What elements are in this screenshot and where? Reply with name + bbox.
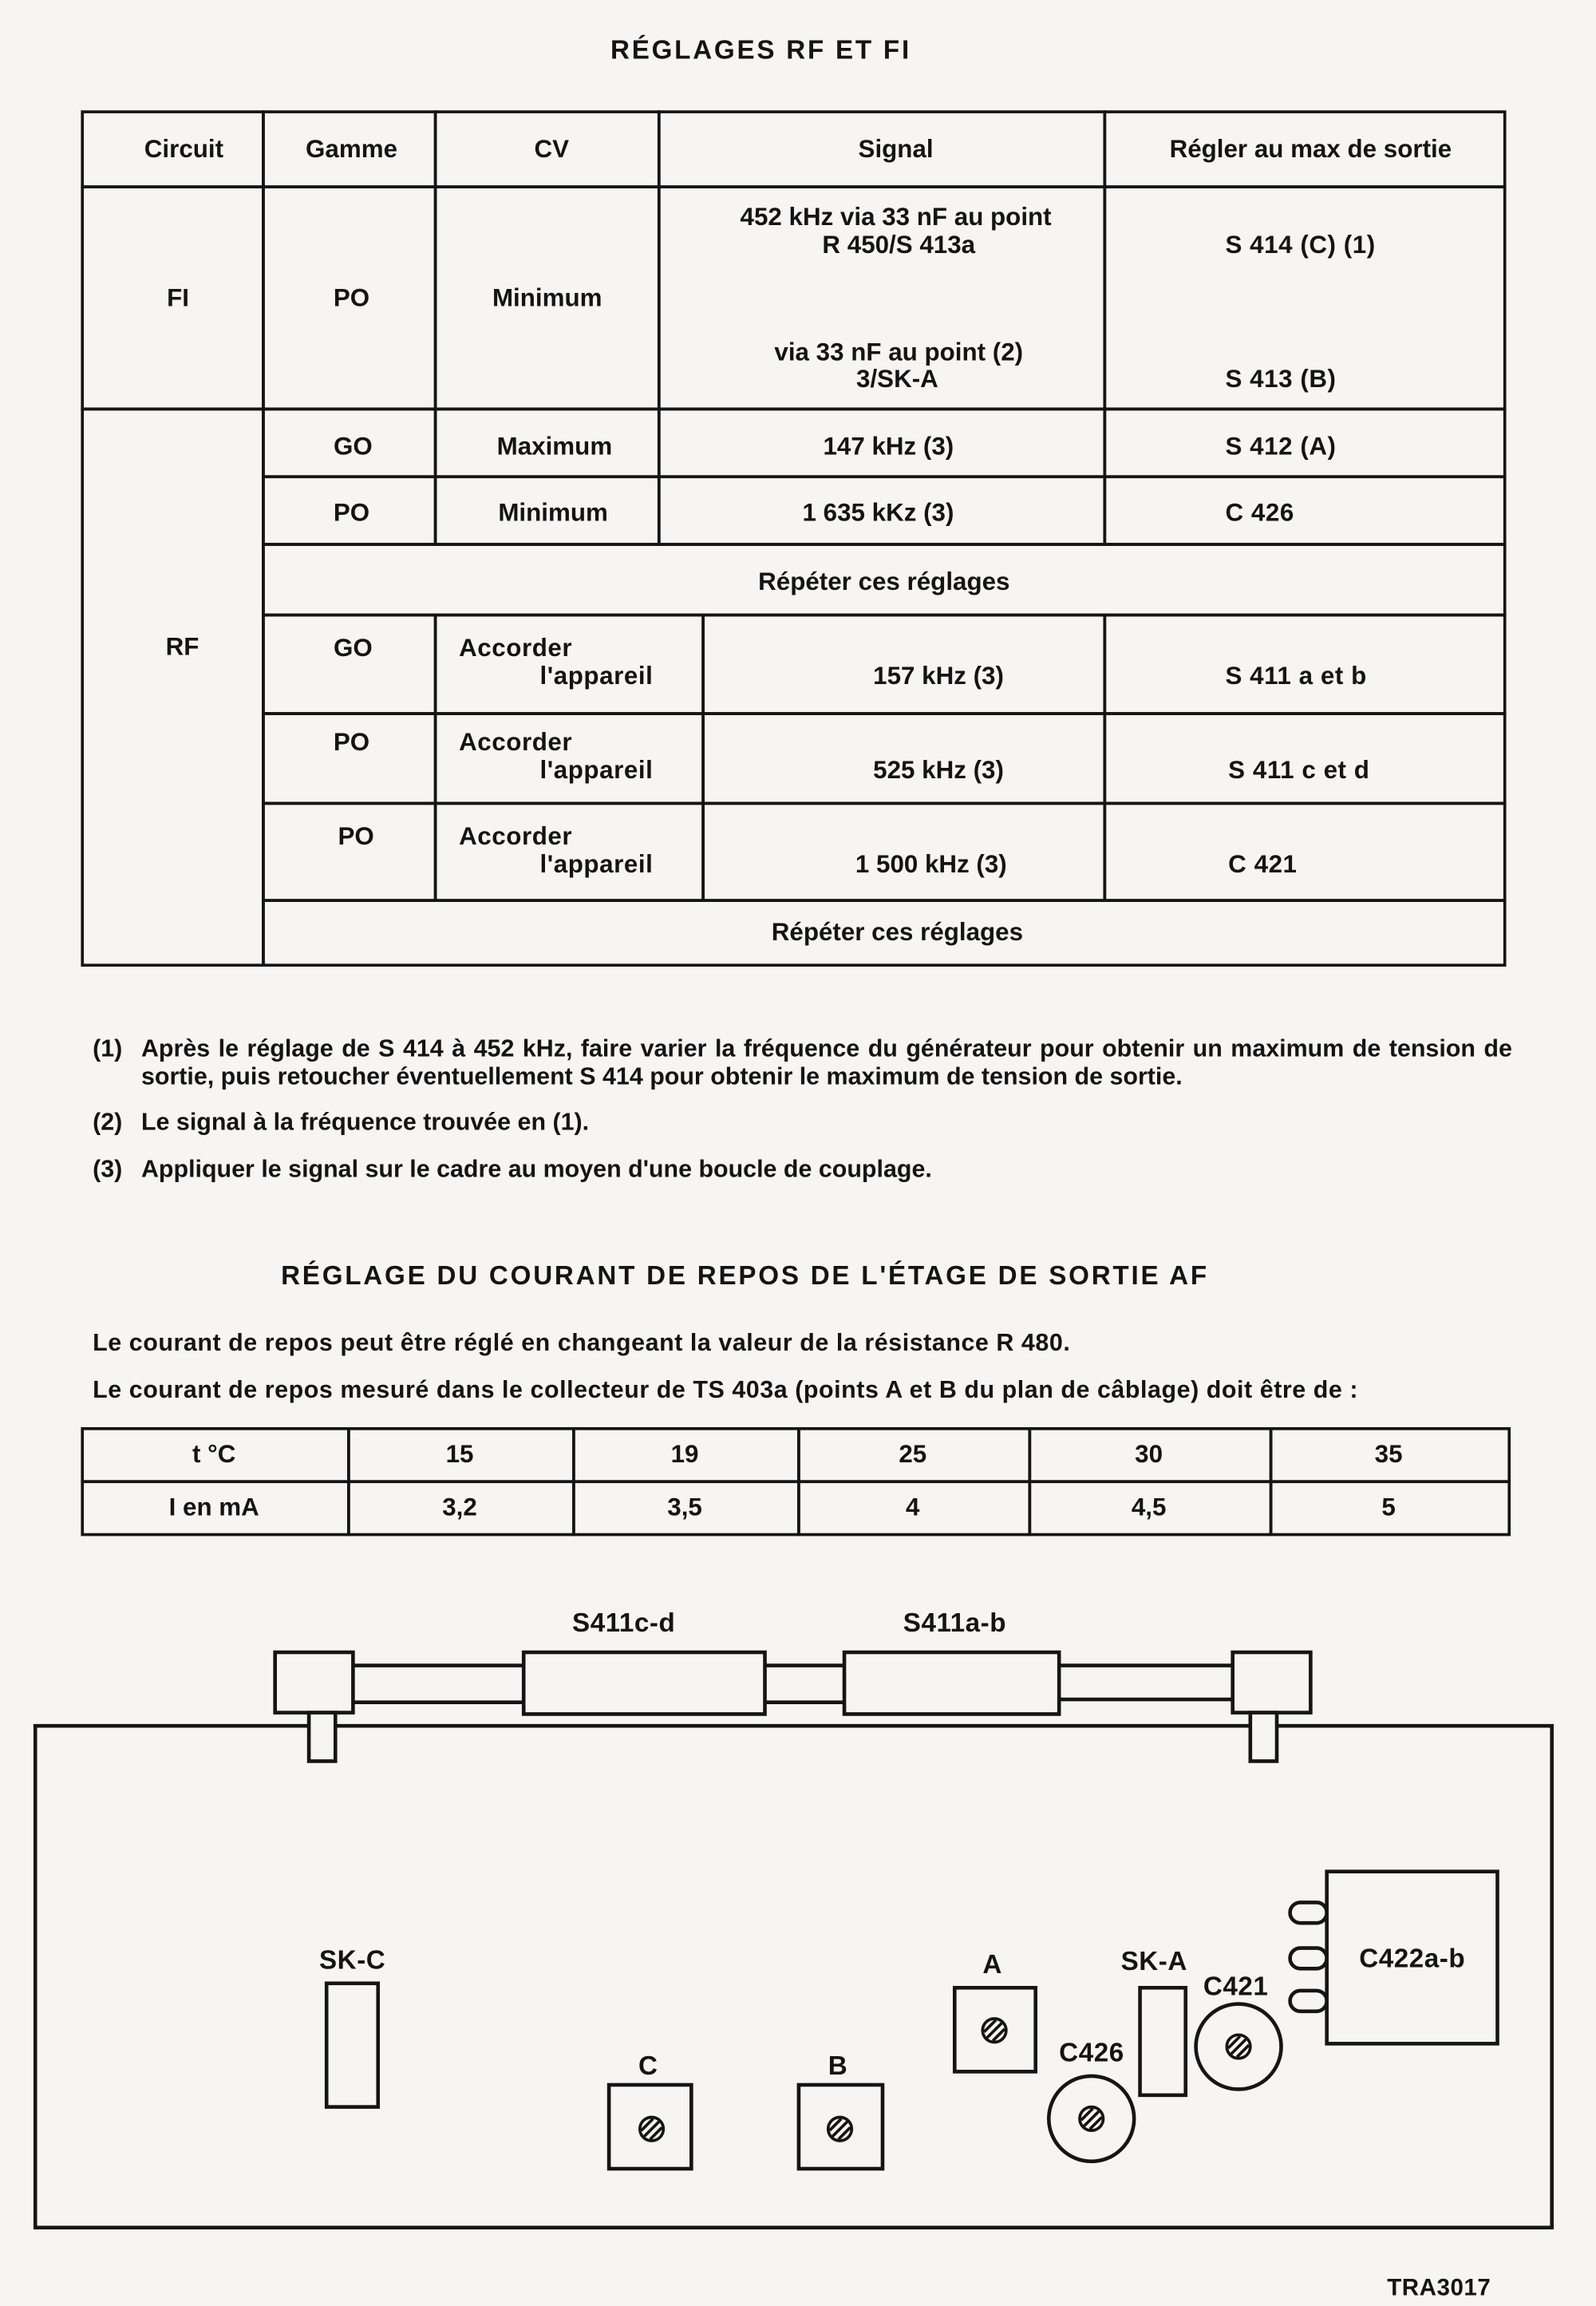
c422-pins — [1290, 1902, 1327, 2011]
footnote-num: (1) — [93, 1035, 123, 1062]
sk-a-socket — [1140, 1988, 1186, 2095]
fi-regler-a: S 414 (C) (1) — [1225, 231, 1376, 259]
row-signal: 525 kHz (3) — [873, 756, 1004, 785]
row-cv-2: l'appareil — [539, 662, 654, 690]
row-regler: C 421 — [1228, 850, 1298, 879]
row-gamme: PO — [338, 822, 374, 851]
board-outline — [35, 1726, 1551, 2228]
screw-slot-icon — [982, 2019, 1005, 2042]
reference-code: TRA3017 — [1387, 2276, 1491, 2301]
screw-slot-icon — [640, 2118, 663, 2141]
screw-slot-icon — [1227, 2035, 1250, 2058]
table-cell-text: 4,5 — [1131, 1493, 1167, 1521]
coil-s411ab — [844, 1652, 1059, 1714]
label-c422: C422a-b — [1359, 1943, 1466, 1973]
row-gamme: PO — [333, 498, 370, 527]
row-signal: 1 500 kHz (3) — [855, 850, 1007, 879]
row-gamme: GO — [334, 634, 373, 663]
row-signal: 147 kHz (3) — [823, 432, 954, 461]
fi-regler-b: S 413 (B) — [1225, 365, 1337, 394]
table-cell-text: 15 — [445, 1440, 474, 1469]
rf-circuit: RF — [165, 632, 200, 661]
label-c421: C421 — [1203, 1972, 1269, 2001]
fi-gamme: PO — [333, 283, 370, 312]
label-b: B — [828, 2051, 848, 2081]
screw-slot-icon — [828, 2118, 851, 2141]
coil-s411cd — [523, 1652, 764, 1714]
row-gamme: PO — [333, 728, 370, 757]
trimmer-c — [609, 2085, 691, 2169]
fi-signal-a1: 452 kHz via 33 nF au point — [740, 203, 1052, 231]
paragraph-2: Le courant de repos mesuré dans le collecteur de TS 403a (points A et B du plan de câblage) doit être de : — [93, 1377, 1359, 1404]
fi-signal-b1: via 33 nF au point (2) — [774, 338, 1024, 366]
label-s411cd: S411c-d — [572, 1608, 676, 1638]
header-regler: Régler au max de sortie — [1169, 135, 1452, 164]
footnote-num: (2) — [93, 1109, 123, 1137]
header-signal: Signal — [858, 135, 934, 164]
left-bracket — [275, 1652, 354, 1713]
header-cv: CV — [534, 135, 570, 164]
table-cell-text: 30 — [1135, 1440, 1163, 1469]
header-gamme: Gamme — [306, 135, 398, 164]
label-c: C — [638, 2051, 658, 2081]
row-cv-1: Accorder — [459, 728, 573, 757]
footnote-num: (3) — [93, 1156, 123, 1184]
row-cv: Minimum — [498, 498, 608, 527]
fi-cv: Minimum — [492, 283, 602, 312]
footnote-text: Le signal à la fréquence trouvée en (1). — [140, 1109, 590, 1137]
section-title-af: RÉGLAGE DU COURANT DE REPOS DE L'ÉTAGE DE SORTIE AF — [281, 1260, 1209, 1291]
row-signal: 157 kHz (3) — [873, 662, 1004, 690]
row-cv-2: l'appareil — [539, 850, 654, 879]
footnote-text: Appliquer le signal sur le cadre au moyen d'une boucle de couplage. — [140, 1156, 932, 1184]
row-signal: 1 635 kKz (3) — [802, 498, 954, 527]
table-cell-text: 3,5 — [667, 1493, 702, 1521]
table-cell-text: 35 — [1374, 1440, 1403, 1469]
fi-signal-a2: R 450/S 413a — [822, 231, 976, 259]
label-c426: C426 — [1059, 2037, 1124, 2067]
table-cell-text: 19 — [670, 1440, 699, 1469]
screw-icons — [640, 2019, 1250, 2141]
table-cell-text: 25 — [899, 1440, 927, 1469]
row-regler: S 411 a et b — [1225, 662, 1367, 690]
table-cell-text: 4 — [906, 1493, 920, 1521]
label-s411ab: S411a-b — [903, 1608, 1007, 1638]
footnote-text: Après le réglage de S 414 à 452 kHz, faire varier la fréquence du générateur pour obtenir un maximum de tension de sortie, puis retoucher éventuellement S 414 pour obtenir le maximum de tension de sortie. — [140, 1035, 1512, 1090]
paragraph-1: Le courant de repos peut être réglé en changeant la valeur de la résistance R 480. — [93, 1330, 1071, 1357]
repeat-note: Répéter ces réglages — [771, 918, 1024, 947]
fi-signal-b2: 3/SK-A — [856, 365, 938, 394]
label-a: A — [982, 1949, 1002, 1980]
screw-slot-icon — [1080, 2107, 1103, 2130]
row-regler: S 412 (A) — [1225, 432, 1337, 461]
row-regler: C 426 — [1225, 498, 1294, 527]
label-sk-a: SK-A — [1120, 1946, 1187, 1976]
sk-c-socket — [326, 1984, 378, 2107]
table-cell-text: 3,2 — [442, 1493, 477, 1521]
table-cell-text: t °C — [192, 1440, 236, 1469]
fi-circuit: FI — [167, 283, 189, 312]
row-cv: Maximum — [496, 432, 613, 461]
row-cv-1: Accorder — [459, 822, 573, 851]
header-circuit: Circuit — [144, 135, 224, 164]
right-bracket — [1233, 1652, 1311, 1713]
table-cell-text: 5 — [1381, 1493, 1396, 1521]
row-regler: S 411 c et d — [1228, 756, 1370, 785]
row-cv-1: Accorder — [459, 634, 573, 663]
row-gamme: GO — [334, 432, 373, 461]
table-cell-text: I en mA — [168, 1493, 259, 1521]
label-sk-c: SK-C — [318, 1944, 386, 1975]
repeat-note: Répéter ces réglages — [758, 568, 1010, 596]
row-cv-2: l'appareil — [539, 756, 654, 785]
section-title-rf-fi: RÉGLAGES RF ET FI — [610, 35, 911, 65]
